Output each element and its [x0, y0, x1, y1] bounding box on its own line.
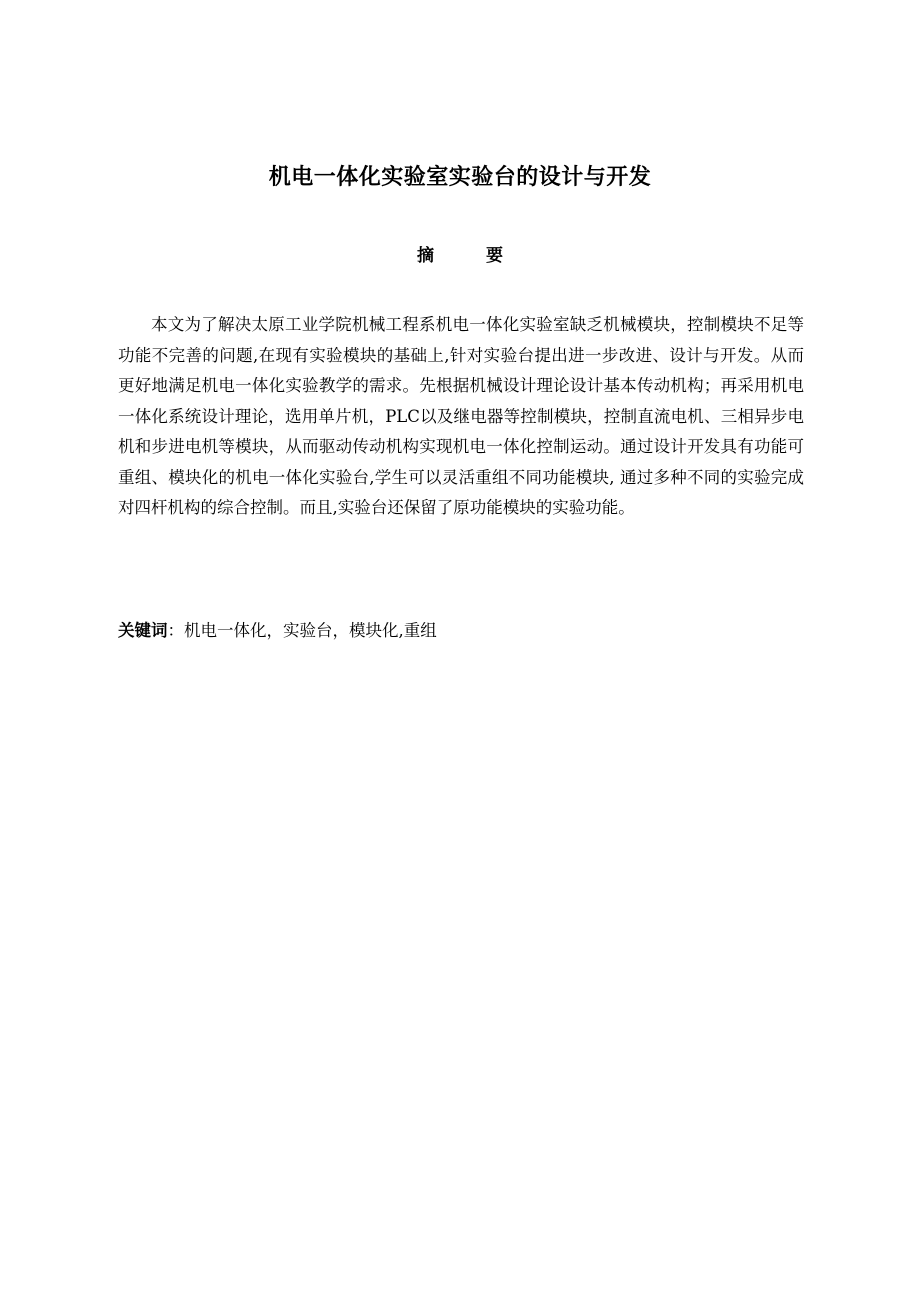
keywords-value: 机电一体化，实验台，模块化,重组 — [184, 621, 437, 640]
keywords-separator: ： — [167, 621, 184, 640]
abstract-body: 本文为了解决太原工业学院机械工程系机电一体化实验室缺乏机械模块，控制模块不足等功能不完善的问题,在现有实验模块的基础上,针对实验台提出进一步改进、设计与开发。从而更好地满足机电一体化实验教学的需求。先根据机械设计理论设计基本传动机构；再采用机电一体化系统设计理论，选用单片机，PLC以及继电器等控制模块，控制直流电机、三相异步电机和步进电机等模块，从而驱动传动机构实现机电一体化控制运动。通过设计开发具有功能可重组、模块化的机电一体化实验台,学生可以灵活重组不同功能模块, 通过多种不同的实验完成对四杆机构的综合控制。而且,实验台还保留了原功能模块的实验功能。 — [118, 315, 804, 517]
document-title: 机电一体化实验室实验台的设计与开发 — [268, 165, 652, 190]
abstract-heading: 摘要 — [417, 246, 555, 266]
keywords-line — [118, 616, 804, 646]
keywords-label: 关键词 — [118, 621, 168, 640]
